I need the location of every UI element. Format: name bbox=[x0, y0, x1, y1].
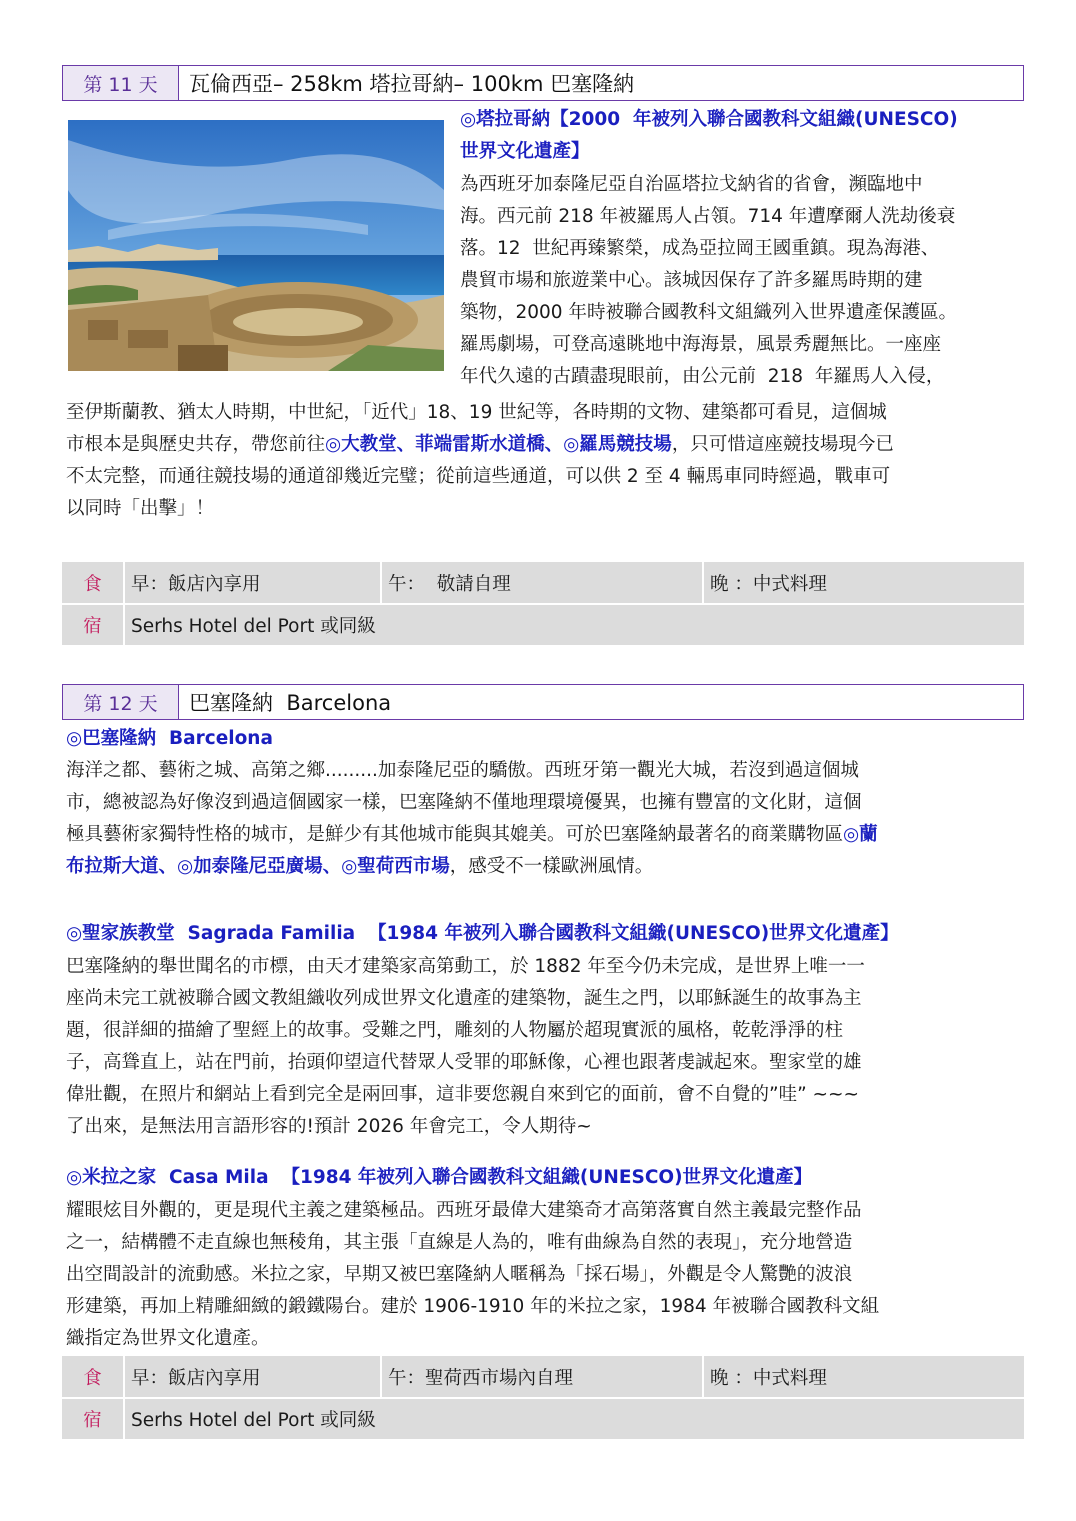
day-11-label: 第 11 天 bbox=[63, 66, 179, 100]
text-line: 巴塞隆納的舉世聞名的市標，由天才建築家高第動工，於 1882 年至今仍未完成，是世界上唯一一 bbox=[66, 956, 865, 977]
text-line: 了出來，是無法用言語形容的!預計 2026 年會完工，令人期待~ bbox=[66, 1116, 592, 1137]
text-segment: 市根本是與歷史共存，帶您前往 bbox=[66, 434, 326, 455]
day-12-meal-table bbox=[62, 1356, 1024, 1441]
hotel-cell: Serhs Hotel del Port 或同級 bbox=[124, 1398, 1024, 1440]
casa-mila-title: ◎米拉之家 Casa Mila 【1984 年被列入聯合國教科文組織(UNESCO)世界文化遺產】 bbox=[66, 1167, 813, 1188]
hotel-cell: Serhs Hotel del Port 或同級 bbox=[124, 604, 1024, 646]
text-line: 築物，2000 年時被聯合國教科文組織列入世界遺產保護區。 bbox=[460, 302, 957, 323]
meal-row bbox=[62, 562, 1024, 604]
text-line: 年代久遠的古蹟盡現眼前，由公元前 218 年羅馬人入侵， bbox=[460, 366, 945, 387]
stay-row bbox=[62, 1398, 1024, 1440]
meal-row bbox=[62, 1356, 1024, 1398]
dinner-cell: 晚 ：中式料理 bbox=[703, 1356, 1024, 1398]
sagrada-familia-paragraph bbox=[66, 951, 865, 1143]
text-segment: ，只可惜這座競技場現今已 bbox=[671, 434, 894, 455]
text-line: 落。12 世紀再臻繁榮，成為亞拉岡王國重鎮。現為海港、 bbox=[460, 238, 940, 259]
barcelona-title: ◎巴塞隆納 Barcelona bbox=[66, 728, 273, 749]
text-line: 羅馬劇場，可登高遠眺地中海海景，風景秀麗無比。一座座 bbox=[460, 334, 942, 355]
day-12-title: 巴塞隆納 Barcelona bbox=[189, 691, 392, 715]
text-line bbox=[66, 851, 878, 883]
text-line: 形建築，再加上精雕細緻的鍛鐵陽台。建於 1906-1910 年的米拉之家，1984 年被聯合國教科文組 bbox=[66, 1296, 880, 1317]
food-label: 食 bbox=[62, 1356, 124, 1398]
stay-label: 宿 bbox=[62, 604, 124, 646]
lunch-cell: 午： 敬請自理 bbox=[381, 562, 703, 604]
text-line: 耀眼炫目外觀的，更是現代主義之建築極品。西班牙最偉大建築奇才高第落實自然主義最完整作品 bbox=[66, 1200, 862, 1221]
text-line: 子，高聳直上，站在門前，抬頭仰望這代替眾人受罪的耶穌像，心裡也跟著虔誠起來。聖家堂的雄 bbox=[66, 1052, 862, 1073]
text-line: 至伊斯蘭教、猶太人時期，中世紀，「近代」18、19 世紀等，各時期的文物、建築都可看見，這個城 bbox=[66, 402, 887, 423]
tarragona-paragraph-right bbox=[460, 169, 957, 393]
text-line: 為西班牙加泰隆尼亞自治區塔拉戈納省的省會，瀕臨地中 bbox=[460, 174, 923, 195]
text-line: 座尚未完工就被聯合國文教組織收列成世界文化遺產的建築物，誕生之門，以耶穌誕生的故事為主 bbox=[66, 988, 862, 1009]
text-line: 偉壯觀，在照片和網站上看到完全是兩回事，這非要您親自來到它的面前，會不自覺的”哇” ~~~ bbox=[66, 1084, 860, 1105]
text-segment: ，感受不一樣歐洲風情。 bbox=[449, 856, 654, 877]
text-line: 織指定為世界文化遺產。 bbox=[66, 1328, 270, 1349]
text-segment: 極具藝術家獨特性格的城市，是鮮少有其他城市能與其媲美。可於巴塞隆納最著名的商業購物區 bbox=[66, 824, 844, 845]
text-line: 題，很詳細的描繪了聖經上的故事。受難之門，雕刻的人物屬於超現實派的風格，乾乾淨淨的柱 bbox=[66, 1020, 844, 1041]
text-line: 之一，結構體不走直線也無稜角，其主張「直線是人為的，唯有曲線為自然的表現」，充分地營造 bbox=[66, 1232, 853, 1253]
text-line: 海洋之都、藝術之城、高第之鄉.........加泰隆尼亞的驕傲。西班牙第一觀光大城，若沒到過這個城 bbox=[66, 760, 859, 781]
breakfast-cell: 早：飯店內享用 bbox=[124, 1356, 381, 1398]
highlight-attractions: 布拉斯大道、◎加泰隆尼亞廣場、◎聖荷西市場 bbox=[66, 856, 450, 877]
day-12-header bbox=[62, 684, 1024, 720]
lunch-cell: 午：聖荷西市場內自理 bbox=[381, 1356, 703, 1398]
breakfast-cell: 早：飯店內享用 bbox=[124, 562, 381, 604]
text-line: 市，總被認為好像沒到過這個國家一樣，巴塞隆納不僅地理環境優異，也擁有豐富的文化財，這個 bbox=[66, 792, 862, 813]
text-line bbox=[66, 819, 878, 851]
highlight-attractions: ◎蘭 bbox=[843, 824, 878, 845]
barcelona-paragraph bbox=[66, 755, 878, 883]
tarragona-photo-illustration bbox=[68, 120, 444, 371]
text-line bbox=[66, 429, 894, 461]
text-line: 不太完整，而通往競技場的通道卻幾近完璧；從前這些通道，可以供 2 至 4 輛馬車同時經過，戰車可 bbox=[66, 466, 891, 487]
tarragona-amphitheatre-photo bbox=[68, 120, 444, 371]
casa-mila-paragraph bbox=[66, 1195, 879, 1355]
day-11-header bbox=[62, 65, 1024, 101]
day-11-meal-table bbox=[62, 562, 1024, 647]
tarragona-title-line-2: 世界文化遺產】 bbox=[460, 141, 590, 162]
text-line: 出空間設計的流動感。米拉之家，早期又被巴塞隆納人暱稱為「採石場」，外觀是令人驚艷的波浪 bbox=[66, 1264, 853, 1285]
stay-row bbox=[62, 604, 1024, 646]
stay-label: 宿 bbox=[62, 1398, 124, 1440]
dinner-cell: 晚 ：中式料理 bbox=[703, 562, 1024, 604]
tarragona-title-line-1: ◎塔拉哥納【2000 年被列入聯合國教科文組織(UNESCO) bbox=[460, 109, 958, 130]
text-line: 農貿市場和旅遊業中心。該城因保存了許多羅馬時期的建 bbox=[460, 270, 923, 291]
text-line: 海。西元前 218 年被羅馬人占領。714 年遭摩爾人洗劫後衰 bbox=[460, 206, 956, 227]
highlight-attractions: ◎大教堂、菲端雷斯水道橋、◎羅馬競技場 bbox=[325, 434, 672, 455]
sagrada-familia-title: ◎聖家族教堂 Sagrada Familia 【1984 年被列入聯合國教科文組織(UNESCO)世界文化遺產】 bbox=[66, 923, 899, 944]
food-label: 食 bbox=[62, 562, 124, 604]
text-line: 以同時「出擊」！ bbox=[66, 498, 215, 519]
tarragona-paragraph-full bbox=[66, 397, 894, 525]
day-11-title: 瓦倫西亞– 258km 塔拉哥納– 100km 巴塞隆納 bbox=[189, 72, 635, 96]
day-12-label: 第 12 天 bbox=[63, 685, 179, 719]
